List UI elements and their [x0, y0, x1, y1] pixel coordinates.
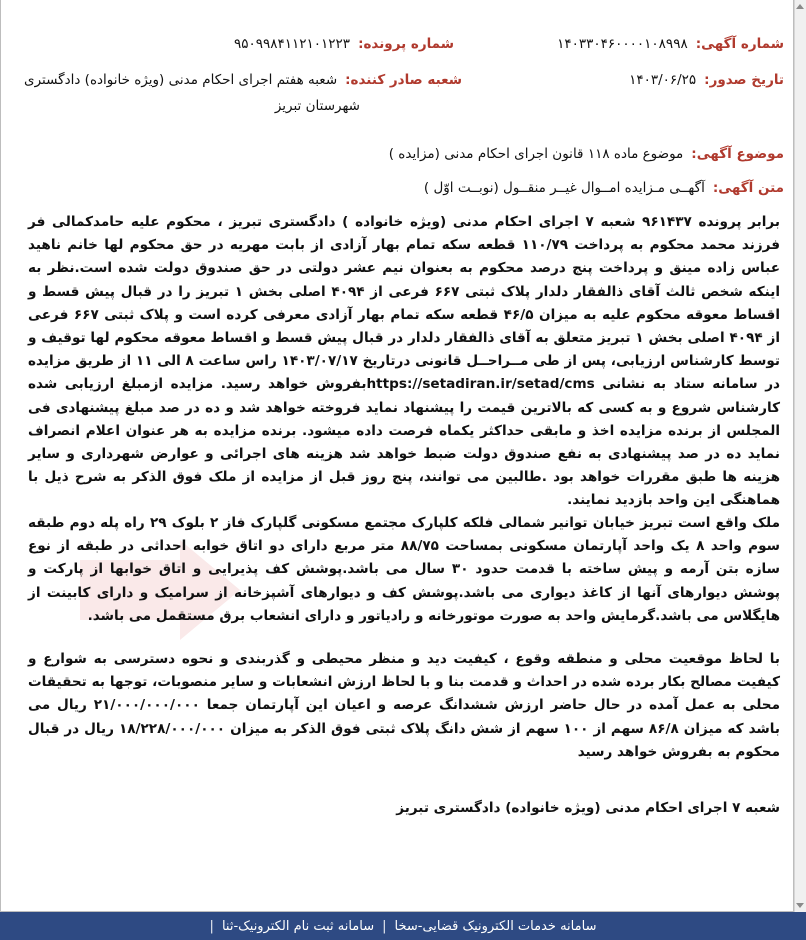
issue-date-label: تاریخ صدور:: [704, 72, 784, 88]
notice-number-value: ۱۴۰۳۳۰۴۶۰۰۰۰۱۰۸۹۹۸: [557, 36, 688, 52]
text-title-row: [424, 180, 784, 196]
case-number-label: شماره پرونده:: [358, 36, 454, 52]
subject-row: [389, 146, 784, 162]
issuing-branch-line1: شعبه هفتم اجرای احکام مدنی (ویژه خانواده) دادگستری: [24, 72, 338, 88]
signature-block: [28, 797, 780, 820]
issue-date-row: [629, 72, 784, 88]
setad-link[interactable]: https://setadiran.ir/setad/cms: [366, 376, 595, 393]
case-number-value: ۹۵۰۹۹۸۴۱۱۲۱۰۱۲۲۳: [234, 36, 351, 52]
paragraph-3: [28, 648, 780, 764]
vertical-scrollbar[interactable]: [794, 0, 806, 912]
case-number-row: [234, 36, 454, 52]
paragraph-3-text: با لحاظ موقعیت محلی و منطقه وقوع ، کیفیت دید و منظر محیطی و گذربندی و نحوه دسترسی به شوارع و کیفیت مصالح بکار برده شده در احداث و قدمت بنا و با لحاظ ارزش انشعابات و سایر منصوبات، توجها به تحقیقات محلی به عمل آمده در حال حاضر ارزش ششدانگ عرصه و اعیان این آپارتمان جمعا ۲۱/۰۰۰/۰۰۰/۰۰۰ ریال می باشد که میزان ۸۶/۸ سهم از ۱۰۰ سهم از شش دانگ پلاک ثبتی فوق الذکر به میزان ۱۸/۲۲۸/۰۰۰/۰۰۰ ریال در قبال محکوم به بفروش خواهد رسید: [28, 651, 780, 760]
footer-separator: |: [382, 918, 387, 934]
notice-number-row: [557, 36, 784, 52]
issue-date-value: ۱۴۰۳/۰۶/۲۵: [629, 72, 697, 88]
notice-number-label: شماره آگهی:: [695, 36, 784, 52]
paragraph-1-text: برابر پرونده ۹۶۱۴۳۷ شعبه ۷ اجرای احکام مدنی (ویژه خانواده ) دادگستری تبریز ، محکوم علیه حامدکمالی فر فرزند محمد محکوم به پرداخت ۱۱۰/۷۹ قطعه سکه تمام بهار آزادی از بابت مهریه در حق محکوم لها خانم ناهید عباس زاده مینق و پرداخت پنج درصد محکوم به بعنوان نیم عشر دولتی در حق صندوق دولت شده است.نظر به اینکه شخص ثالث آقای ذالفقار دلدار پلاک ثبتی ۶۶۷ فرعی از ۴۰۹۴ اصلی بخش ۱ تبریز را در قبال پیش قسط و اقساط معوقه محکوم علیه به میزان ۴۶/۵ قطعه سکه تمام بهار آزادی معرفی کرده است و پلاک ثبتی ۶۶۷ فرعی از ۴۰۹۴ اصلی بخش ۱ تبریز متعلق به آقای ذالفقار دلدار در قبال پیش قسط و اقساط معوقه محکوم لها توقیف و توسط کارشناس ارزیابی، پس از طی مــراحــل قانونی درتاریخ ۱۴۰۳/۰۷/۱۷ راس ساعت ۸ الی ۱۱ از طریق مزایده در سامانه ستاد به نشانی: [28, 214, 781, 393]
subject-value: موضوع ماده ۱۱۸ قانون اجرای احکام مدنی (مزایده ): [388, 146, 684, 162]
paragraph-1: [28, 211, 780, 513]
scroll-up-icon[interactable]: [796, 4, 804, 9]
text-title: آگهــی مـزایده امــوال غیــر منقــول (نوبــت اوّل ): [423, 180, 705, 196]
signature-text: شعبه ۷ اجرای احکام مدنی (ویژه خانواده) دادگستری تبریز: [396, 800, 780, 816]
subject-label: موضوع آگهی:: [691, 146, 784, 162]
paragraph-2: [28, 512, 780, 628]
footer-link-sana[interactable]: سامانه ثبت نام الکترونیک-ثنا: [221, 918, 375, 934]
issuing-branch-row: [24, 72, 462, 88]
paragraph-2-text: ملک واقع است تبریز خیابان توانیر شمالی فلکه کلپارک مجتمع مسکونی گلپارک فاز ۲ بلوک ۲۹ راه پله دوم طبقه سوم واحد ۸ یک واحد آپارتمان مسکونی بمساحت ۸۸/۷۵ متر مربع دارای دو اتاق خوابه احداثی در طبقه از نوع سازه بتن آرمه و پیش ساخته با قدمت حدود ۳۰ سال می باشد.پوشش کف پذیرایی و اتاق خوابها از پارکت و پوشش دیوارهای آنها از کاغذ دیواری می باشد.پوشش کف و دیوارهای آشپزخانه از سرامیک و دارای کابینت از هایگلاس می باشد.گرمایش واحد به صورت موتورخانه و رادیاتور و دارای انشعاب برق مستقمل می باشد.: [28, 515, 781, 624]
issuing-branch-line2: شهرستان تبریز: [274, 98, 360, 114]
issuing-branch-label: شعبه صادر کننده:: [345, 72, 462, 88]
issuing-branch-line2-row: [275, 98, 360, 114]
footer-link-sakha[interactable]: سامانه خدمات الکترونیک قضایی-سخا: [394, 918, 597, 934]
paragraph-1-text-continued: بفروش خواهد رسید. مزایده ازمبلغ ارزیابی شده کارشناس شروع و به کسی که بالاترین قیمت را پیشنهاد نماید فروخته خواهد شد و ده در صد مبلغ پیشنهادی فی المجلس از برنده مزایده اخذ و مابقی حداکثر یکماه فرصت داده میشود. برنده مزایده به هر عنوان اعلام انصراف نماید ده در صد پیشنهادی به نفع صندوق دولت ضبط خواهد شد هزینه های اجرائی و عوارض شهرداری و سایر هزینه ها طبق مقررات خواهد بود .طالبین می توانند، پنج روز قبل از مزایده از ملک فوق الذکر به شرح ذیل با هماهنگی این واحد بازدید نمایند.: [28, 376, 780, 509]
scroll-down-icon[interactable]: [796, 903, 804, 908]
footer-separator-end: |: [209, 918, 214, 934]
footer-bar: [0, 912, 806, 940]
text-label: متن آگهی:: [712, 180, 784, 196]
